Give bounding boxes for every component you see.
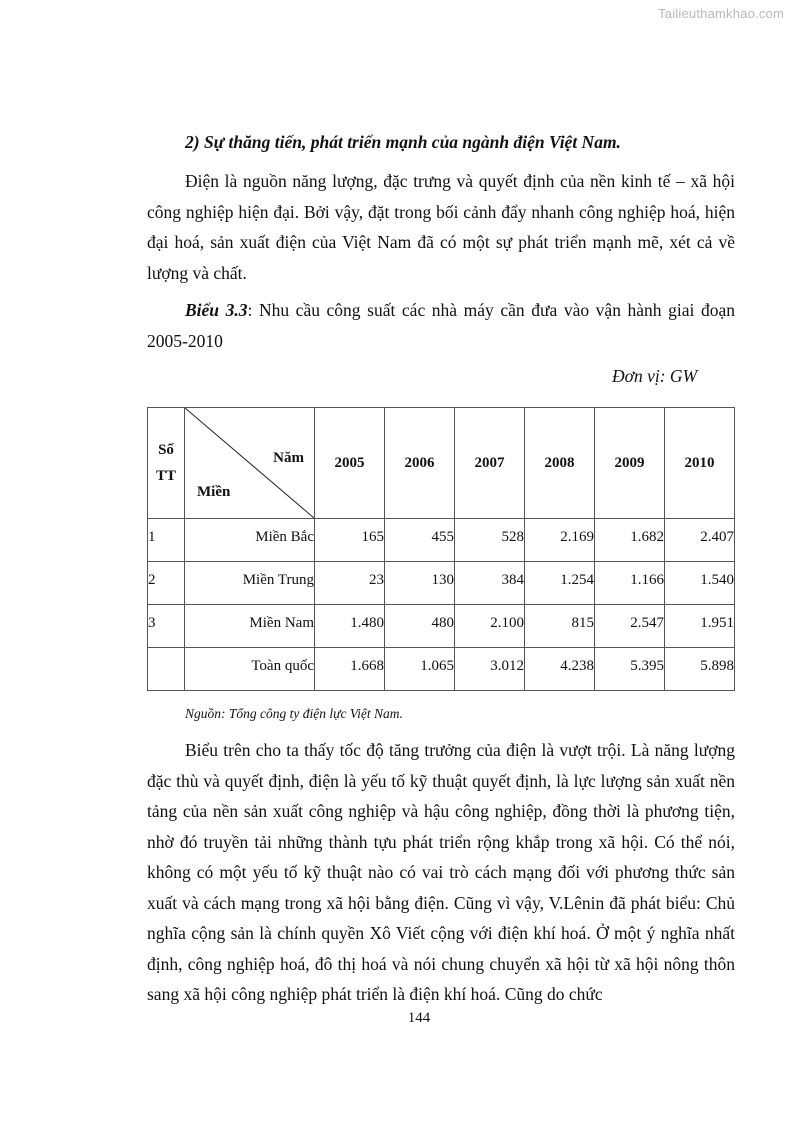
- table-row: [148, 605, 735, 648]
- cell-value: 2.547: [595, 605, 665, 648]
- cell-value: 1.540: [665, 562, 735, 605]
- row-region: Miền Nam: [185, 605, 315, 648]
- header-year: 2005: [315, 408, 385, 519]
- paragraph-intro-text: Điện là nguồn năng lượng, đặc trưng và quyết định của nền kinh tế – xã hội công nghiệp hiện đại. Bởi vậy, đặt trong bối cảnh đẩy nhanh công nghiệp hoá, hiện đại hoá, sản xuất điện của Việt Nam đã có một sự phát triển mạnh mẽ, xét cả về lượng và chất.: [147, 171, 735, 283]
- cell-value: 2.407: [665, 519, 735, 562]
- table-row-total: [148, 648, 735, 691]
- cell-value: 23: [315, 562, 385, 605]
- row-index: 3: [148, 605, 185, 648]
- cell-value: 2.100: [455, 605, 525, 648]
- unit-label: Đơn vị: GW: [612, 366, 698, 386]
- caption-label: Biểu 3.3: [185, 300, 248, 320]
- cell-value: 815: [525, 605, 595, 648]
- header-year: 2008: [525, 408, 595, 519]
- header-stt-line2: TT: [155, 468, 176, 484]
- header-year-label: Năm: [273, 450, 304, 466]
- header-year: 2007: [455, 408, 525, 519]
- row-region: Miền Bắc: [185, 519, 315, 562]
- header-diagonal-cell: [185, 408, 315, 519]
- cell-value: 2.169: [525, 519, 595, 562]
- cell-value: 1.682: [595, 519, 665, 562]
- table-row: [148, 519, 735, 562]
- caption-text: : Nhu cầu công suất các nhà máy cần đưa vào vận hành giai đoạn 2005-2010: [147, 300, 735, 351]
- header-stt-line1: Số: [158, 442, 174, 458]
- cell-value: 130: [385, 562, 455, 605]
- cell-value: 384: [455, 562, 525, 605]
- watermark: Tailieuthamkhao.com: [658, 6, 784, 21]
- paragraph-intro: [147, 166, 735, 288]
- row-index: 2: [148, 562, 185, 605]
- table-source: Nguồn: Tổng công ty điện lực Việt Nam.: [185, 706, 403, 721]
- row-index: [148, 648, 185, 691]
- cell-value: 4.238: [525, 648, 595, 691]
- cell-value: 1.254: [525, 562, 595, 605]
- cell-value: 165: [315, 519, 385, 562]
- cell-value: 1.951: [665, 605, 735, 648]
- page-number: 144: [407, 1010, 431, 1026]
- header-year: 2010: [665, 408, 735, 519]
- cell-value: 1.480: [315, 605, 385, 648]
- cell-value: 1.668: [315, 648, 385, 691]
- table-row: [148, 562, 735, 605]
- section-heading: 2) Sự thăng tiến, phát triển mạnh của ngành điện Việt Nam.: [185, 132, 621, 152]
- header-year: 2006: [385, 408, 455, 519]
- row-region: Toàn quốc: [185, 648, 315, 691]
- cell-value: 480: [385, 605, 455, 648]
- header-year: 2009: [595, 408, 665, 519]
- cell-value: 5.395: [595, 648, 665, 691]
- table-header-row: [148, 408, 735, 519]
- row-index: 1: [148, 519, 185, 562]
- paragraph-analysis: [147, 735, 735, 1010]
- cell-value: 528: [455, 519, 525, 562]
- table-caption: [147, 295, 735, 356]
- cell-value: 1.166: [595, 562, 665, 605]
- cell-value: 5.898: [665, 648, 735, 691]
- cell-value: 455: [385, 519, 455, 562]
- cell-value: 3.012: [455, 648, 525, 691]
- header-stt: [148, 408, 185, 519]
- header-region-label: Miền: [197, 484, 231, 500]
- capacity-table: [147, 407, 735, 691]
- cell-value: 1.065: [385, 648, 455, 691]
- paragraph-analysis-text: Biểu trên cho ta thấy tốc độ tăng trưởng của điện là vượt trội. Là năng lượng đặc thù và quyết định, điện là yếu tố kỹ thuật quyết định, là lực lượng sản xuất nền tảng của nền sản xuất công nghiệp và hậu công nghiệp, đồng thời là phương tiện, nhờ đó truyền tải những thành tựu phát triển rộng khắp trong xã hội. Có thể nói, không có một yếu tố kỹ thuật nào có vai trò cách mạng đối với phương thức sản xuất và cách mạng trong xã hội bằng điện. Cũng vì vậy, V.Lênin đã phát biểu: Chủ nghĩa cộng sản là chính quyền Xô Viết cộng với điện khí hoá. Ở một ý nghĩa nhất định, công nghiệp hoá, đô thị hoá và nói chung chuyển xã hội từ xã hội nông thôn sang xã hội công nghiệp phát triển là điện khí hoá. Cũng do chức: [147, 740, 735, 1004]
- row-region: Miền Trung: [185, 562, 315, 605]
